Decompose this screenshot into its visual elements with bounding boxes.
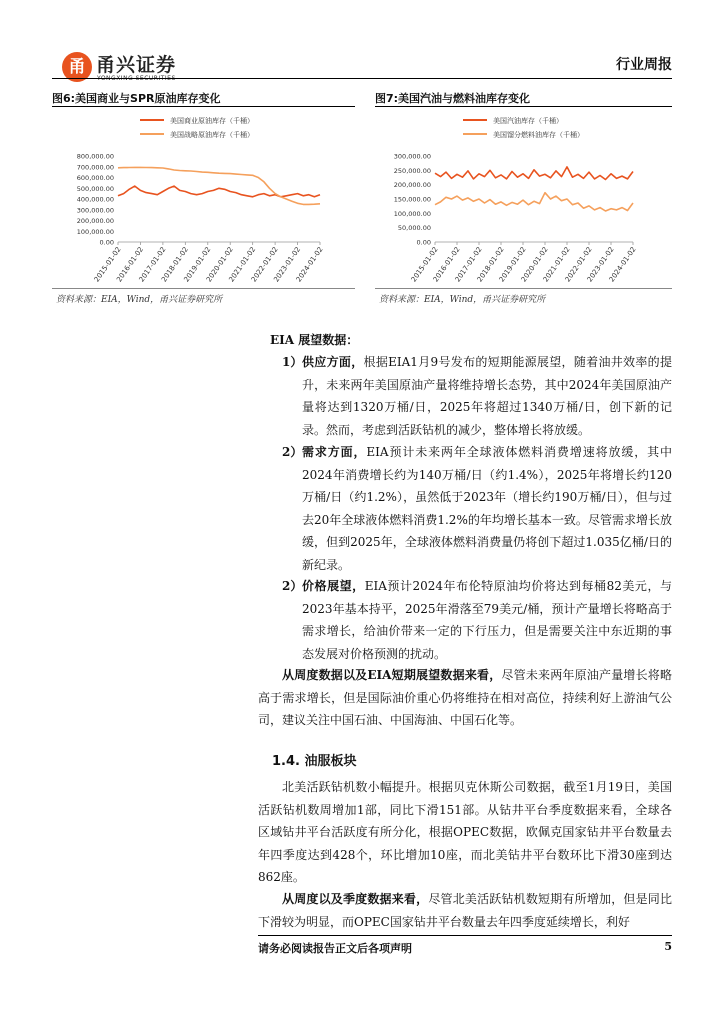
figure-6-top-rule	[52, 106, 355, 107]
x-tick-label: 2023-01-02	[585, 245, 616, 284]
legend-label: 美国馏分燃料油库存（千桶）	[493, 131, 584, 139]
figure-7-bottom-rule	[375, 288, 672, 289]
figure-7-chart	[375, 108, 672, 286]
x-tick-label: 2022-01-02	[249, 245, 280, 284]
eia-item-lead: 需求方面，	[302, 445, 367, 459]
x-tick-label: 2019-01-02	[497, 245, 528, 284]
x-tick-label: 2020-01-02	[519, 245, 550, 284]
eia-item-text: EIA预计未来两年全球液体燃料消费增速将放缓，其中2024年消费增长约为140万桶/日（约1.4%），2025年将增长约120万桶/日（约1.2%），虽然低于2023年（增长约190万桶/日），但与过去20年全球液体燃料消费1.2%的年均增长基本一致。尽管需求增长放缓，但到2025年，全球液体燃料消费量仍将创下超过1.035亿桶/日的新纪录。	[302, 445, 672, 572]
series-line-2	[435, 193, 633, 211]
eia-heading: EIA 展望数据：	[270, 333, 359, 347]
y-tick-label: 300,000.00	[393, 152, 431, 161]
eia-item-lead: 价格展望，	[302, 579, 365, 593]
legend-label: 美国战略原油库存（千桶）	[170, 131, 254, 139]
x-tick-label: 2015-01-02	[92, 245, 123, 284]
figure-6-source: 资料来源：EIA，Wind，甬兴证券研究所	[56, 295, 223, 305]
x-tick-label: 2017-01-02	[453, 245, 484, 284]
figure-7-title: 图7:美国汽油与燃料油库存变化	[375, 92, 531, 105]
eia-item-demand	[282, 441, 672, 576]
x-tick-label: 2019-01-02	[182, 245, 213, 284]
section-paragraph-2	[258, 888, 672, 933]
x-tick-label: 2016-01-02	[115, 245, 146, 284]
x-tick-label: 2021-01-02	[541, 245, 572, 284]
eia-item-number: 2）	[282, 579, 303, 593]
eia-item-supply	[282, 351, 672, 441]
x-tick-label: 2021-01-02	[227, 245, 258, 284]
eia-item-lead: 供应方面，	[302, 355, 364, 369]
y-tick-label: 300,000.00	[76, 206, 114, 215]
series-line-2	[118, 167, 320, 204]
header-divider	[52, 78, 672, 79]
y-tick-label: 0.00	[99, 238, 114, 247]
x-tick-label: 2015-01-02	[409, 245, 440, 284]
series-line-1	[118, 186, 320, 197]
y-tick-label: 50,000.00	[397, 224, 431, 233]
y-tick-label: 100,000.00	[393, 209, 431, 218]
x-tick-label: 2022-01-02	[563, 245, 594, 284]
x-tick-label: 2024-01-02	[294, 245, 325, 284]
series-line-1	[435, 167, 633, 180]
eia-item-number: 1）	[282, 355, 303, 369]
logo-name-cn: 甬兴证券	[96, 54, 177, 76]
eia-conclusion-text: 尽管未来两年原油产量增长将略高于需求增长，但是国际油价重心仍将维持在相对高位，持续利好上游油气公司，建议关注中国石油、中国海油、中国石化等。	[258, 668, 672, 727]
page-number: 5	[664, 940, 672, 953]
x-tick-label: 2018-01-02	[160, 245, 190, 284]
x-tick-label: 2017-01-02	[137, 245, 168, 284]
eia-item-price	[282, 575, 672, 665]
figure-6-bottom-rule	[52, 288, 355, 289]
section-title: 1.4. 油服板块	[272, 754, 357, 769]
x-tick-label: 2018-01-02	[475, 245, 506, 284]
x-tick-label: 2024-01-02	[607, 245, 638, 284]
x-tick-label: 2020-01-02	[204, 245, 235, 284]
y-tick-label: 150,000.00	[393, 195, 431, 204]
legend-label: 美国商业原油库存（千桶）	[170, 117, 254, 125]
footer-divider	[258, 935, 672, 936]
y-tick-label: 500,000.00	[76, 184, 114, 193]
figure-7-top-rule	[375, 106, 672, 107]
y-tick-label: 200,000.00	[393, 181, 431, 190]
footer-disclaimer: 请务必阅读报告正文后各项声明	[258, 942, 412, 955]
y-tick-label: 250,000.00	[393, 166, 431, 175]
section-paragraph-2-lead: 从周度以及季度数据来看，	[282, 892, 429, 906]
y-tick-label: 400,000.00	[76, 195, 114, 204]
y-tick-label: 100,000.00	[76, 227, 114, 236]
section-paragraph-1: 北美活跃钻机数小幅提升。根据贝克休斯公司数据，截至1月19日，美国活跃钻机数周增加1部，同比下滑151部。从钻井平台季度数据来看，全球各区域钻井平台活跃度有所分化，根据OPEC数据，欧佩克国家钻井平台数量去年四季度达到428个，环比增加10座，而北美钻井平台数环比下滑30座到达862座。	[258, 780, 672, 884]
logo-name-en: YONGXING SECURITIES	[97, 75, 176, 82]
y-tick-label: 200,000.00	[76, 217, 114, 225]
y-tick-label: 600,000.00	[76, 174, 114, 182]
eia-conclusion-lead: 从周度数据以及EIA短期展望数据来看，	[282, 668, 502, 682]
y-tick-label: 800,000.00	[76, 152, 114, 161]
report-type: 行业周报	[616, 57, 672, 73]
legend-label: 美国汽油库存（千桶）	[493, 117, 563, 125]
figure-6-title: 图6:美国商业与SPR原油库存变化	[52, 92, 221, 105]
x-tick-label: 2023-01-02	[272, 245, 303, 284]
eia-conclusion	[258, 664, 672, 732]
eia-item-text: EIA预计2024年布伦特原油均价将达到每桶82美元，与2023年基本持平，2025年滑落至79美元/桶，预计产量增长将略高于需求增长，给油价带来一定的下行压力，但是需要关注中东近期的事态发展对价格预测的扰动。	[302, 579, 672, 661]
figure-6-chart	[52, 108, 355, 286]
eia-item-text: 根据EIA1月9号发布的短期能源展望，随着油井效率的提升，未来两年美国原油产量将维持增长态势，其中2024年美国原油产量将达到1320万桶/日，2025年将超过1340万桶/日，创下新的记录。然而，考虑到活跃钻机的减少，整体增长将放缓。	[302, 355, 672, 437]
logo-mark: 甬	[68, 57, 86, 77]
eia-item-number: 2）	[282, 445, 303, 459]
y-tick-label: 0.00	[416, 238, 431, 247]
section-paragraph-2-text: 尽管北美活跃钻机数短期有所增加，但是同比下滑较为明显，而OPEC国家钻井平台数量去年四季度延续增长，利好	[258, 892, 672, 929]
y-tick-label: 700,000.00	[76, 163, 114, 172]
x-tick-label: 2016-01-02	[431, 245, 462, 284]
figure-7-source: 资料来源：EIA，Wind，甬兴证券研究所	[379, 295, 546, 305]
